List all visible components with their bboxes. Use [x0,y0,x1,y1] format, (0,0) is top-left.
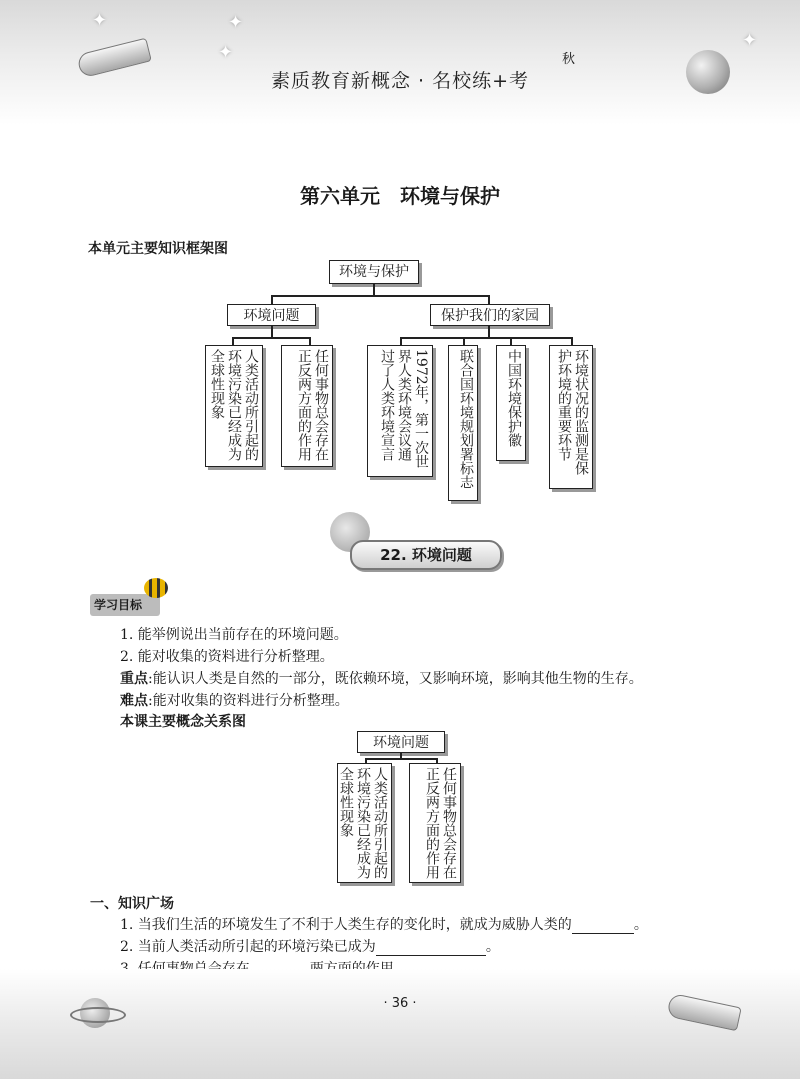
goal-item: 2. 能对收集的资料进行分析整理。 [120,649,334,665]
concept-map-root: 环境问题 [357,731,445,753]
series-title: 素质教育新概念 · 名校练+考 [270,70,530,92]
framework-leaf-two-sides: 任何事物总会存在正反两方面的作用 [281,345,333,467]
key-point-label: 重点 [120,671,148,687]
section-title-knowledge-square: 一、知识广场 [90,896,174,912]
sparkle-icon: ✦ [92,10,108,31]
question-2-answer-blank[interactable] [376,955,486,956]
unit-title: 第六单元 环境与保护 [300,184,500,208]
difficult-point-text: :能对收集的资料进行分析整理。 [148,693,349,709]
globe-icon [686,50,730,94]
framework-heading: 本单元主要知识框架图 [88,241,228,257]
question-2-text: 2. 当前人类活动所引起的环境污染已成为 [120,939,376,955]
question-1-end: 。 [633,917,648,933]
question-2-end: 。 [485,939,500,955]
framework-root: 环境与保护 [329,260,419,284]
learning-goals-tag: 学习目标 [90,594,160,616]
difficult-point [120,690,349,710]
bee-icon [144,578,168,598]
concept-map-leaf-two-sides: 任何事物总会存在正反两方面的作用 [409,763,461,883]
framework-branch-environment-problems: 环境问题 [227,304,316,326]
framework-leaf-unep-logo: 联合国环境规划署标志 [448,345,478,501]
lesson-banner: 22. 环境问题 [350,540,502,570]
key-point-text: :能认识人类是自然的一部分，既依赖环境，又影响环境，影响其他生物的生存。 [148,671,643,687]
footer-band [0,969,800,1079]
sparkle-icon: ✦ [228,12,244,33]
key-point [120,668,643,688]
goal-item: 1. 能举例说出当前存在的环境问题。 [120,627,348,643]
difficult-point-label: 难点 [120,693,148,709]
sparkle-icon: ✦ [218,42,234,63]
concept-map-heading: 本课主要概念关系图 [120,714,246,730]
question-2 [120,936,500,956]
concept-map-leaf-pollution: 人类活动所引起的环境污染已经成为全球性现象 [337,763,392,883]
sparkle-icon: ✦ [742,30,758,51]
question-1-answer-blank[interactable] [572,933,634,934]
framework-leaf-pollution: 人类活动所引起的环境污染已经成为全球性现象 [205,345,263,467]
season-label: 秋 [562,52,576,67]
framework-branch-protect-home: 保护我们的家园 [430,304,550,326]
framework-leaf-1972-conference: 1972年，第一次世界人类环境会议通过了人类环境宣言 [367,345,433,477]
framework-leaf-china-emblem: 中国环境保护徽 [496,345,526,461]
question-1 [120,914,648,934]
framework-leaf-monitoring: 环境状况的监测是保护环境的重要环节 [549,345,593,489]
question-1-text: 1. 当我们生活的环境发生了不利于人类生存的变化时，就成为威胁人类的 [120,917,572,933]
page-number: · 36 · [383,996,417,1011]
